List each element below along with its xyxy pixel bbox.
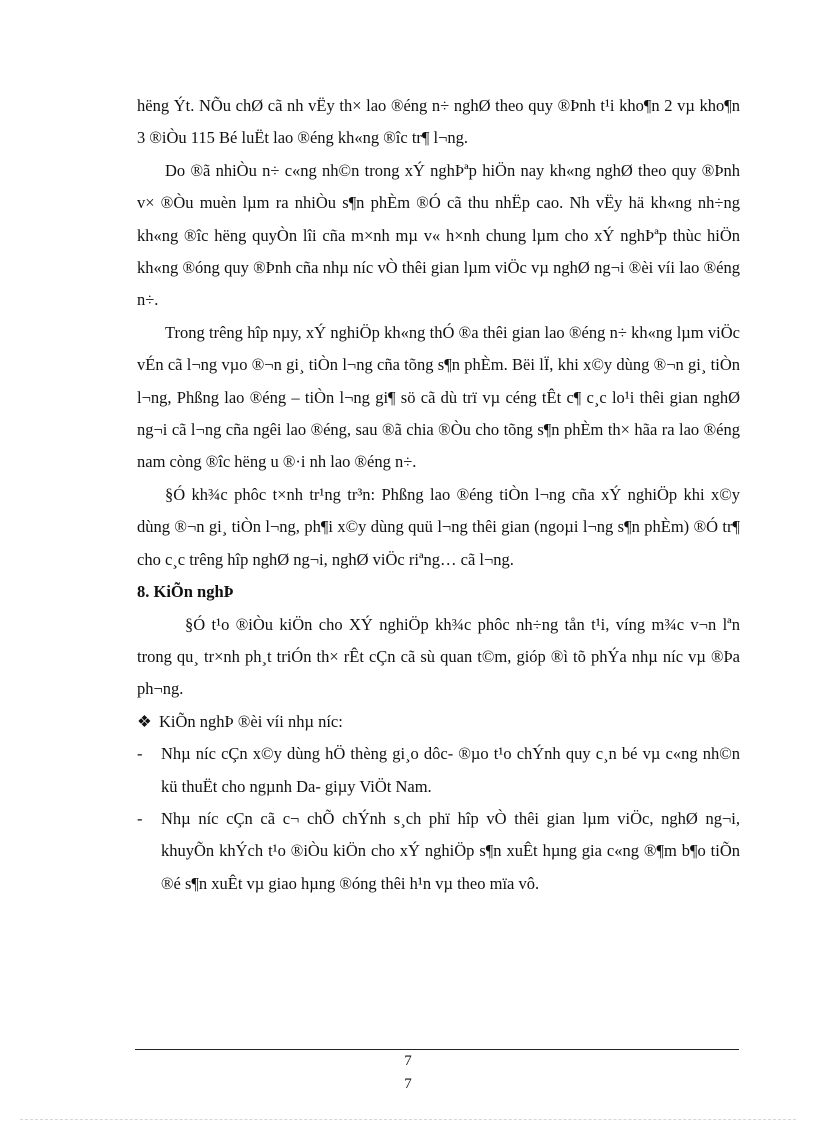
dash-bullet-icon: - <box>137 808 143 828</box>
section-intro: §Ó t¹o ®iÒu kiÖn cho XÝ nghiÖp kh¾c phôc nh÷ng tån t¹i, víng m¾c v¬n lªn trong qu¸ tr×nh ph¸t triÓn th× rÊt cÇn cã sù quan t©m, gióp ®ì tõ phÝa nhµ níc vµ ®Þa ph¬ng. <box>137 614 740 699</box>
bullet-item <box>137 706 740 738</box>
page-number-repeat: 7 <box>404 1076 412 1092</box>
body-text <box>137 90 740 900</box>
list-item <box>137 803 740 900</box>
footer-divider <box>135 1049 739 1050</box>
dash-bullet-icon: - <box>137 744 143 764</box>
list-item <box>137 738 740 803</box>
paragraph-2: Do ®ã nhiÒu n÷ c«ng nh©n trong xÝ nghÞªp hiÖn nay kh«ng nghØ theo quy ®Þnh v× ®Òu muèn lµm ra nhiÒu s¶n phÈm ®Ó cã thu nhËp cao. Nh vËy hä kh«ng nh÷ng kh«ng ®îc hëng quyÒn lîi cña m×nh mµ v« h×nh chung lµm cho xÝ nghÞªp thùc hiÖn kh«ng ®óng quy ®Þnh cña nhµ níc vÒ thêi gian lµm viÖc vµ nghØ ng¬i ®èi víi lao ®éng n÷. <box>137 160 740 310</box>
page-number: 7 <box>404 1053 412 1069</box>
section-heading: 8. KiÕn nghÞ <box>137 582 234 602</box>
paragraph-3: Trong trêng hîp nµy, xÝ nghiÖp kh«ng thÓ ®a thêi gian lao ®éng n÷ kh«ng lµm viÖc vÉn cã l¬ng vµo ®¬n gi¸ tiÒn l¬ng cña tõng s¶n phÈm. Bëi lÏ, khi x©y dùng ®¬n gi¸ tiÒn l¬ng, Phßng lao ®éng – tiÒn l¬ng gi¶ sö cã dù trï vµ céng tÊt c¶ c¸c lo¹i thêi gian nghØ ng¬i cã l¬ng cña ngêi lao ®éng, sau ®ã chia ®Òu cho tõng s¶n phÈm th× hãa ra lao ®éng nam còng ®îc hëng u ®·i nh lao ®éng n÷. <box>137 322 740 472</box>
paragraph-4: §Ó kh¾c phôc t×nh tr¹ng tr³n: Phßng lao ®éng tiÒn l¬ng cña xÝ nghiÖp khi x©y dùng ®¬n gi¸ tiÒn l¬ng, ph¶i x©y dùng quü l¬ng thêi gian (ngoµi l¬ng s¶n phÈm) ®Ó tr¶ cho c¸c trêng hîp nghØ ng¬i, nghØ viÖc riªng… cã l¬ng. <box>137 484 740 569</box>
bullet-text: KiÕn nghÞ ®èi víi nhµ níc: <box>159 711 343 731</box>
list-item-text: Nhµ níc cÇn x©y dùng hÖ thèng gi¸o dôc- ®µo t¹o chÝnh quy c¸n bé vµ c«ng nh©n kü thuËt cho ngµnh Da- giµy ViÖt Nam. <box>161 744 740 796</box>
page-boundary <box>20 1119 796 1120</box>
list-item-text: Nhµ níc cÇn cã c¬ chÕ chÝnh s¸ch phï hîp vÒ thêi gian lµm viÖc, nghØ ng¬i, khuyÕn khÝch t¹o ®iÒu kiÖn cho xÝ nghiÖp s¶n xuÊt hµng gia c«ng ®¶m b¶o tiÕn ®é s¶n xuÊt vµ giao hµng ®óng thêi h¹n vµ theo mïa vô. <box>161 808 740 893</box>
paragraph-1: hëng Ýt. NÕu chØ cã nh vËy th× lao ®éng n÷ nghØ theo quy ®Þnh t¹i kho¶n 2 vµ kho¶n 3 ®iÒu 115 Bé luËt lao ®éng kh«ng ®îc tr¶ l¬ng. <box>137 96 740 148</box>
diamond-bullet-icon: ❖ <box>137 711 152 731</box>
